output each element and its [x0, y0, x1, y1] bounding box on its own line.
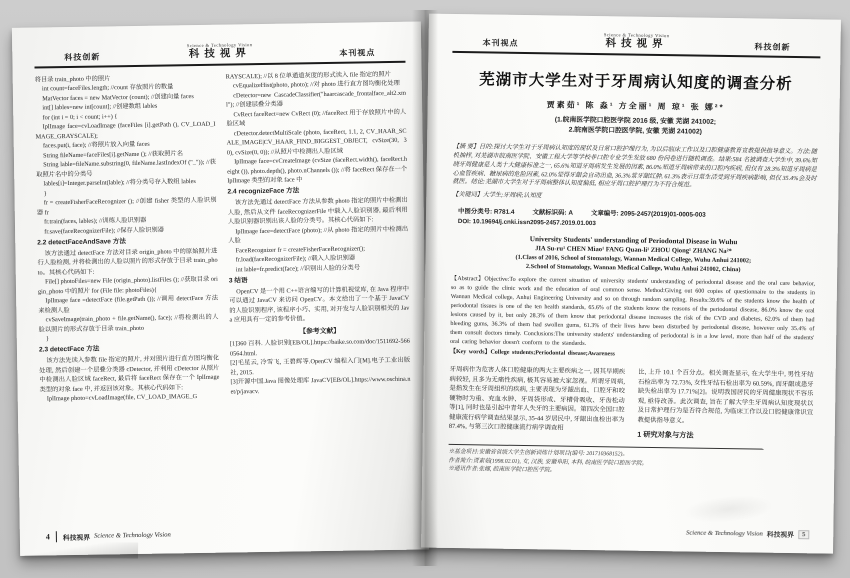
clc-number: 中图分类号: R781.4 [457, 208, 515, 217]
left-page-header [34, 22, 406, 68]
abstract-en: 【Abstract】Objective:To explore the current situation of university students' understanding of periodontal disease and the oral care behavior, so as to guide the clinic work and the education of oral common sense. Method:Giving out 600 copies of questionnaire to the students in Wannan Medical college, Anhui Engineering University and so on through random sampling. Results:39.6% of the students know the health of periodontal tissues is one of the ten health standards, 65.6% of the students know the reasons of the periodontal disease, 86.0% know the oral lesions caused by it, but only 28.3% of them know that periodontal disease increases the risk of the CVD and diabetes, 62.0% of them had bleeding gums, 36.3% of them had swollen gums, 61.3% of their lives have been disturbed by periodontal disease, however only 35.4% of them consult doctors timely. Conclusions:The university students' understanding of periodontal is in a low level, more than half of the students' oral caring behavior doesn't conform to the standards. [450, 275, 816, 347]
footnote-block [448, 444, 763, 478]
text-line: ※通讯作者:张娜, 皖南医学院口腔医学院。 [448, 466, 556, 474]
text-line: [3]开源中国.Java 图像处理库 JavaCV[EB/OL].https://www.oschina.net/p/javacv. [230, 376, 411, 396]
page-curl-shadow [18, 541, 138, 558]
text-line: 该方法先通过 detectFace 方法从参数 photo 指定的照片中检测出人脸, 然后从文件 faceRecognizerFile 中载入人脸识别器, 最后利用人脸识别器识别出该人脸的分类号。其核心代码如下: [227, 196, 408, 226]
article-authors: 贾素茹¹ 陈 淼¹ 方全丽¹ 周 琼¹ 张 娜²* [546, 99, 725, 112]
text-line: RAYSCALE); //以 8 位单通道灰度的形式读入 file 指定的照片 [225, 70, 391, 81]
keywords-en: 【Key words】College students;Periodontal disease;Awareness [449, 349, 615, 358]
text-line: [2]毛星云, 冷雪飞, 王碧辉等.OpenCV 编程入门[M].电子工业出版社, 2015. [230, 357, 411, 377]
print-smudge [683, 492, 775, 526]
masthead-cn: 科技视界 [188, 47, 251, 61]
left-page-column-1 [35, 72, 220, 404]
body-paragraph: 牙周病作为危害人体口腔健康的两大主要疾病之一, 因其早期疾病较轻, 且多为无痛性疾病, 极其容易被大家忽视。所谓牙周病, 是指发生在牙周组织的疾病, 主要表现为牙龈出血、口腔牙和咬硬物时为重、充血水肿、牙周袋形成、牙槽骨吸收、牙齿松动等[1], 同时也是引起中青年人失牙的主要病因。第四次全国口腔健康流行病学调查结果显示, 35-44 岁居民中, 牙龈出血检出率为 87.4%, 与第三次口腔健康流行病学调查相 [448, 366, 626, 433]
text-line: 该方法通过 detectFace 方法对目录 origin_photo 中的原始照片进行人脸检测, 并将检测出的人脸以照片的形式存放于目录 train_photo。其核心代码如下: [37, 247, 218, 277]
text-line: IplImage face=cvLoadImage (faceFiles [i].getPath (), CV_LOAD_IMAGE_GRAYSCALE); [35, 120, 216, 141]
text-line: fr.train(faces, lables); //训练人脸识别器 [44, 216, 147, 226]
left-page-column-2 [226, 69, 411, 401]
text-line: String lable=fileName.substring(0, fileName.lastIndexOf ("_")); //获取照片名中的分类号 [36, 158, 217, 179]
text-line: IplImage face=detectFace (photo); //从 photo 指定的照片中检测出人脸 [228, 225, 409, 245]
article-title: 芜湖市大学生对于牙周病认知度的调查分析 [479, 70, 793, 93]
text-line: cDetector.detectMultiScale (photo, faceRect, 1.1, 2, CV_HAAR_SCALE_IMAGE|CV_HAAR_FIND_BIGGEST_OBJECT, cvSize(30, 30), cvSize(0, 0)); //从照片中检测出人脸区域 [226, 127, 407, 157]
right-page-footer [686, 527, 809, 539]
affiliation-en-line-2: 2.School of Stomatology, Wannan Medical College, Wuhu Anhui 241002, China) [525, 263, 741, 274]
journal-masthead [604, 32, 670, 51]
masthead-en: Science & Technology Vision [603, 32, 670, 39]
affiliation-line-1: (1.皖南医学院口腔医学院 2016 级, 安徽 芜湖 241002; [554, 116, 717, 126]
text-line: FaceRecognizer fr = createFisherFaceRecognizer(); [235, 244, 365, 255]
article [448, 67, 818, 480]
page-number: 5 [798, 530, 809, 539]
affiliation-en-line-1: (1.Class of 2016, School of Stomatology, Wannan Medical College, Wuhu Anhui 241002; [515, 253, 752, 265]
header-column-right: 科技创新 [754, 42, 791, 52]
text-line: 【参考文献】 [299, 327, 341, 336]
text-line: faces.put(i, face); //将照片放入向量 faces [42, 140, 150, 150]
text-line: IplImage face =detectFace (file.getPath ()); //调用 detectFace 方法来检测人脸 [38, 294, 219, 315]
text-line: File[] photoFiles=new File (origin_photo).listFiles (); //获取目录 origin_photo 中的照片 for (File file: photoFiles){ [37, 275, 218, 296]
right-page-header [452, 14, 821, 58]
text-line: MatVector faces = new MatVector (count); //创建向量 faces [42, 92, 194, 103]
keywords-cn: 【关键词】大学生;牙周病;认知度 [452, 192, 542, 200]
header-column-right: 本刊视点 [339, 47, 376, 58]
footer-divider [56, 531, 57, 542]
text-line: 该方法先读入参数 file 指定的照片, 并对照片进行直方图均衡化处理, 然后创建一个层叠分类器 cDetector, 并利用 cDetector 从照片中检测出人脸区域 faceRect, 最后将 faceRect 保存在一个 IplImage 类型的对象 face 中, 并返回该对象。其核心代码如下: [39, 354, 220, 394]
text-line: fr.save(faceRecognizerFile); //保存人脸识别器 [44, 226, 165, 235]
section-heading-1: 1 研究对象与方法 [637, 430, 694, 440]
section-heading: 2.2 detectFaceAndSave 方法 [37, 237, 126, 247]
masthead-en: Science & Technology Vision [186, 42, 253, 49]
body-column-1 [449, 365, 626, 440]
header-column-left: 本刊视点 [482, 37, 519, 48]
section-heading: 2.4 recognizeFace 方法 [227, 187, 300, 196]
body-column-2 [637, 368, 814, 443]
article-title-en: University Students' understanding of Periodontal Disease in Wuhu [529, 235, 738, 247]
text-line: cvEqualizeHist(photo, photo); //对 photo 进行直方图均衡化处理 [232, 79, 400, 90]
text-line: CvRect faceRect=new CvRect (0); //faceRect 用于存放照片中的人脸区域 [226, 108, 407, 128]
footer-brand-cn: 科技视界 [766, 531, 795, 540]
text-line: lables[i]=Integer.parseInt(lable); //将分类号存入数组 lables [43, 178, 196, 188]
text-line: IplImage face=cvCreateImage (cvSize (faceRect.width(), faceRect.height ()), photo.depth(), photo.nChannels ()); //将 faceRect 保存在一个 IplImage 类型的对象 face 中 [227, 155, 408, 185]
abstract-cn: 【摘 要】目的:探讨大学生对于牙周病认知度的现状及日常口腔护理行为, 为以后临床工作以及口腔健康教育宣教提供指导意义。方法:随机抽样, 对芜湖市皖南医学院、安徽工程大学等学校非口腔专业学生发放 680 份问卷进行随机调查。结果:584 名被调查大学生中, 39.6%知晓牙周健康是人类十大健康标准之一, 65.6%知道牙周病发生发展的因素, 86.0%知道牙周病带来的口腔内疾病, 但仅有 28.3%知道牙周病是心血管疾病、糖尿病的危险因素, 62.0%觉得牙龈会自动出血, 36.3%常牙龈红肿, 61.3%表示日常生活受到牙周疾病影响, 但仅 35.4%会及时就医。结论:芜湖市大学生对于牙周病整体认知度偏低, 相应牙周口腔护理行为不符合规范。 [452, 143, 818, 190]
document-code: 文献标识码: A [532, 209, 574, 218]
text-line: int count=faceFiles.length; //count 存放照片的数量 [41, 83, 174, 93]
affiliation-line-2: 2.皖南医学院口腔医学院, 安徽 芜湖 241002) [568, 126, 702, 136]
article-authors-en: JIA Su-ru¹ CHEN Miao¹ FANG Quan-li¹ ZHOU Qiong¹ ZHANG Na²* [535, 245, 732, 256]
section-heading: 2.3 detectFace 方法 [38, 345, 100, 354]
masthead-cn: 科技视界 [605, 37, 668, 51]
right-page [421, 14, 841, 554]
text-line: IplImage photo=cvLoadImage(file, CV_LOAD_IMAGE_G [46, 393, 198, 403]
text-line: int lable=fr.predict(face); //识别出人脸的分类号 [235, 264, 361, 274]
text-line: for (int i = 0; i < count; i++) { [42, 112, 118, 122]
journal-masthead [187, 42, 253, 61]
left-page [12, 21, 429, 555]
footer-brand-en: Science & Technology Vision [686, 528, 763, 538]
left-page-footer [46, 529, 171, 542]
article-number: 文章编号: 2095-2457(2019)01-0005-003 [590, 210, 706, 220]
page-number: 4 [45, 532, 50, 542]
body-paragraph: 比, 上升 10.1 个百分点。相关调查显示, 在大学生中, 男性牙结石检出率为 72.73%, 女性牙结石检出率为 60.59%, 而牙龈或患牙缺失检出率为 17.71%[2]。说明我国居民的牙周健康现状不容乐观, 亟待改善。此次调查, 旨在了解大学生牙周病认知度现状以及日常护理行为是否符合规范, 为临床工作以及口腔健康常识宣教提供指导意义。 [637, 369, 814, 425]
section-heading: 3 结语 [228, 276, 248, 285]
text-line: 将目录 train_photo 中的照片 [34, 74, 111, 84]
article-body [449, 365, 814, 442]
text-line: fr = createFisherFaceRecognizer (); //创建 fisher 类型的人脸识别器 fr [36, 196, 217, 217]
header-column-left: 科技创新 [64, 52, 101, 62]
doi: DOI: 10.19694/j.cnki.issn2095-2457.2019.01.003 [457, 217, 596, 228]
text-line: OpenCV 是一个用 C++语言编写的计算机视觉库, 在 Java 程序中可以通过 JavaCV 来访问 OpenCV。本文给出了一个基于 JavaCV 的人脸识别程序, 该程序小巧、实用, 对开发与人脸识别相关的 Java 应用具有一定的参考价值。 [229, 285, 410, 324]
text-line: cDetector=new CascadeClassifier("haarcascade_frontalface_alt2.xml"); //创建层叠分类器 [226, 89, 407, 109]
footer-brand-en: Science & Technology Vision [94, 531, 171, 540]
text-line: } [43, 189, 47, 198]
text-line: [1]360 百科. 人脸识别[EB/OL].https://baike.so.com/doc/1511692-5660564.html. [229, 338, 410, 358]
text-line: String fileName=faceFiles[i].getName (); //获取照片名 [43, 149, 184, 160]
text-line: int[] lables=new int[count]; //创建数组 lables [42, 102, 158, 112]
text-line: ※基金项目:安徽省省级大学生创新训练计划项目(编号: 201710368152)。 [448, 449, 629, 458]
text-line: cvSaveImage(train_photo + file.getName(), face); //将检测出的人脸以照片的形式存放于目录 train_photo [38, 313, 219, 334]
footer-brand-cn: 科技视界 [62, 534, 91, 542]
text-line: 作者简介:贾素茹(1998.02.01), 女, 汉族, 安徽阜阳, 本科, 皖南医学院口腔医学院。 [448, 457, 648, 467]
left-page-body [35, 69, 411, 404]
text-line: } [45, 335, 50, 343]
text-line: fr.load(faceRecognizerFile); //载入人脸识别器 [235, 254, 356, 264]
